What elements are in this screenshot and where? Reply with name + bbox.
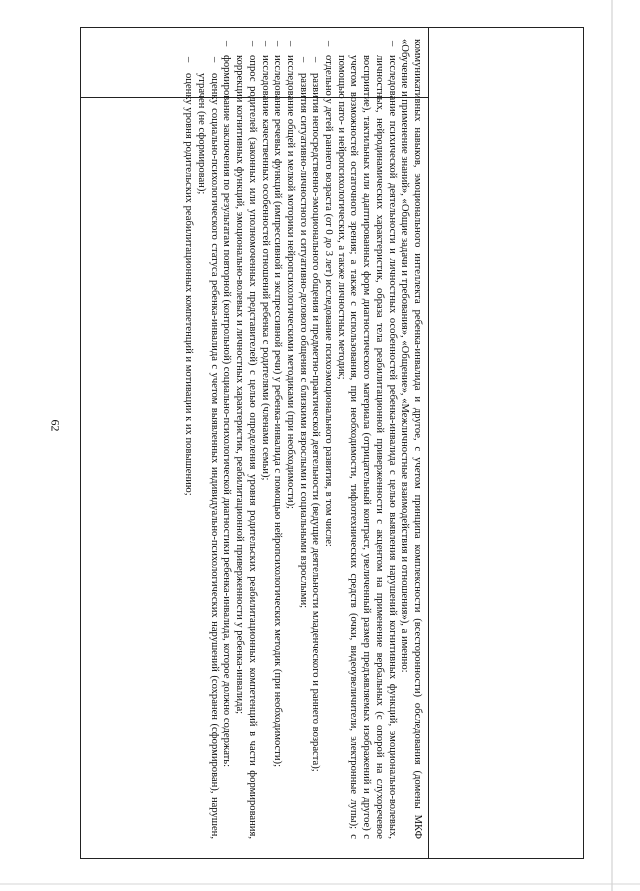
sub-list-item: – развития ситуативно-личностного и ситуативно-делового общения с близкими взрослыми и социальными взрослыми; [296, 39, 309, 839]
column-divider [428, 27, 429, 859]
list-item: – формирование заключения по результатам повторной (контрольной) социально-психологической диагностики ребенка-инвалида, которое должно содержать: [220, 39, 233, 839]
list-item: – исследование общей и мелкой моторики нейропсихологическими методиками (при необходимости); [283, 39, 296, 839]
sub-list-item: – оценку уровня родительских реабилитационных компетенций и мотивации к их повышению; [182, 39, 195, 839]
list-item: – исследование качественных особенностей отношений ребенка с родителями (членами семьи); [258, 39, 271, 839]
intro-paragraph: коммуникативных навыков, эмоционального интеллекта ребенка-инвалида и другое, с учетом принципа комплексности (всесторонности) обследования (домены МКФ «Обучение и применение знаний», «Общие задачи и требования», «Общение», «Межличностные взаимодействия и отношения»), а именно: [399, 39, 423, 839]
list-item: – исследование речевых функций (импрессивной и экспрессивной речи) у ребенка-инвалида с помощью нейропсихологических методик (при необходимости); [271, 39, 284, 839]
list-item: – отдельно у детей раннего возраста (от 0 до 3 лет) исследование психоэмоционального развития, в том числе: [321, 39, 334, 839]
sub-list-item: – развития непосредственно-эмоционального общения и предметно-практической деятельности (ведущие деятельности младенческого и раннего возраста); [309, 39, 322, 839]
list-item: – исследование психической деятельности и личностных особенностей ребенка-инвалида с целью выявления нарушений когнитивных функций, эмоционально-волевых, личностных, нейродинамических характеристик, образа тела реабилитационной приверженности с акцентом на применение вербальных (с опорой на слухоречевое восприятие), тактильных или адаптированных форм диагностического материала (отрицательный контраст, увеличенный размер предъявляемых изображений и другое) с учетом возможностей остаточного зрения; а также с использования, при необходимости, тифлотехнических средств (очки, видеоувеличители, электронные лупы); с помощью пато- и нейропсихологических, а также личностных методик; [334, 39, 398, 839]
list-item: – опрос родителей (законных или уполномоченных представителей) с целью определения уровня родительских реабилитационных компетенций в части формирования, коррекции когнитивных функций, эмоционально-волевых и личностных характеристик, реабилитационной приверженности у ребенка-инвалида; [232, 39, 257, 839]
page-number: 62 [48, 419, 63, 432]
sub-list-item: – оценку социально-психологического статуса ребенка-инвалида с учетом выявленных индивидуально-психологических нарушений (сохранен (сформирован), нарушен, утрачен (не сформирован); [194, 39, 219, 839]
table-cell-text [85, 39, 423, 839]
